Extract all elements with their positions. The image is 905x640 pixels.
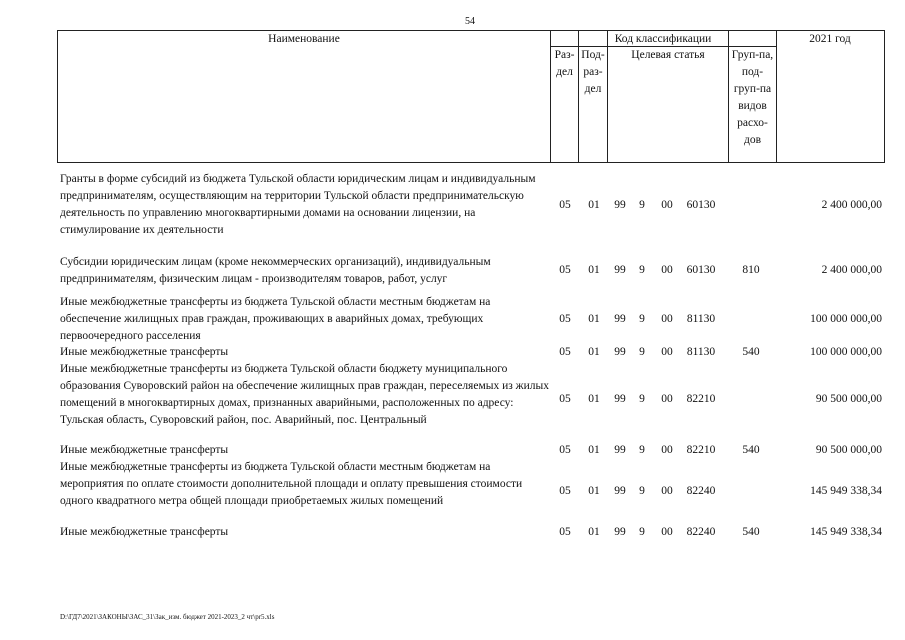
row-razdel: 05 xyxy=(559,313,571,325)
row-target-1: 99 xyxy=(614,346,626,358)
table-row xyxy=(60,524,885,541)
row-podrazdel: 01 xyxy=(588,393,600,405)
row-amount: 145 949 338,34 xyxy=(810,485,882,497)
row-target-1: 99 xyxy=(614,485,626,497)
row-podrazdel: 01 xyxy=(588,526,600,538)
row-target-1: 99 xyxy=(614,313,626,325)
row-name: Иные межбюджетные трансферты xyxy=(60,346,229,358)
table-row xyxy=(60,294,885,345)
header-divider xyxy=(776,31,777,162)
row-target-3: 00 xyxy=(661,346,673,358)
row-amount: 145 949 338,34 xyxy=(810,526,882,538)
row-target-2: 9 xyxy=(639,346,645,358)
row-amount: 100 000 000,00 xyxy=(810,346,882,358)
row-target-2: 9 xyxy=(639,313,645,325)
row-name: Иные межбюджетные трансферты xyxy=(60,444,229,456)
row-razdel: 05 xyxy=(559,444,571,456)
row-target-3: 00 xyxy=(661,199,673,211)
row-target-4: 81130 xyxy=(686,313,716,325)
row-target-3: 00 xyxy=(661,444,673,456)
row-target-2: 9 xyxy=(639,264,645,276)
header-group: Груп-па, под-груп-па видов расхо-дов xyxy=(731,49,774,146)
page-number: 54 xyxy=(465,16,475,27)
row-amount: 90 500 000,00 xyxy=(815,393,882,405)
header-year: 2021 год xyxy=(809,33,851,45)
row-target-4: 82240 xyxy=(686,485,716,497)
table-row xyxy=(60,344,885,361)
row-target-4: 60130 xyxy=(686,264,716,276)
row-podrazdel: 01 xyxy=(588,264,600,276)
footer-file-path: D:\ГД7\2021\ЗАКОНЫ\ЗАС_31\Зак_изм. бюджет 2021-2023_2 чт\pr5.xls xyxy=(60,613,275,621)
row-razdel: 05 xyxy=(559,264,571,276)
row-group: 810 xyxy=(742,264,760,276)
row-target-2: 9 xyxy=(639,199,645,211)
row-podrazdel: 01 xyxy=(588,313,600,325)
row-amount: 90 500 000,00 xyxy=(815,444,882,456)
row-group: 540 xyxy=(742,526,760,538)
table-row xyxy=(60,254,885,288)
row-amount: 2 400 000,00 xyxy=(821,199,882,211)
header-target: Целевая статья xyxy=(631,49,705,61)
row-target-2: 9 xyxy=(639,393,645,405)
row-amount: 2 400 000,00 xyxy=(821,264,882,276)
row-podrazdel: 01 xyxy=(588,346,600,358)
row-name: Иные межбюджетные трансферты из бюджета Тульской области бюджету муниципального образования Суворовский район на обеспечение жилищных прав граждан, переселяемых из жилых помещений в многоквартирных домах, признанных аварийными, расположенных по адресу: Тульская область, Суворовский район, пос. Аварийный, пос. Центральный xyxy=(60,363,549,426)
row-target-4: 82240 xyxy=(686,526,716,538)
header-razdel: Раз-дел xyxy=(554,49,575,78)
row-target-3: 00 xyxy=(661,313,673,325)
row-target-3: 00 xyxy=(661,526,673,538)
row-target-1: 99 xyxy=(614,264,626,276)
row-target-4: 60130 xyxy=(686,199,716,211)
row-target-3: 00 xyxy=(661,485,673,497)
header-podrazdel: Под-раз-дел xyxy=(581,49,605,95)
row-target-1: 99 xyxy=(614,444,626,456)
row-razdel: 05 xyxy=(559,526,571,538)
row-target-2: 9 xyxy=(639,444,645,456)
row-podrazdel: 01 xyxy=(588,199,600,211)
row-razdel: 05 xyxy=(559,346,571,358)
row-group: 540 xyxy=(742,346,760,358)
row-target-2: 9 xyxy=(639,485,645,497)
table-row xyxy=(60,459,885,527)
row-podrazdel: 01 xyxy=(588,485,600,497)
row-target-1: 99 xyxy=(614,393,626,405)
row-target-1: 99 xyxy=(614,199,626,211)
table-row xyxy=(60,442,885,459)
row-group: 540 xyxy=(742,444,760,456)
table-row xyxy=(60,171,885,241)
row-target-4: 82210 xyxy=(686,444,716,456)
row-name: Иные межбюджетные трансферты из бюджета Тульской области местным бюджетам на обеспечение жилищных прав граждан, проживающих в аварийных домах, требующих первоочередного расселения xyxy=(60,296,491,342)
row-name: Гранты в форме субсидий из бюджета Тульской области юридическим лицам и индивидуальным предпринимателям, осуществляющим на территории Тульской области предпринимательскую деятельность по управлению многоквартирными домами на основании лицензии, на стимулирование их деятельности xyxy=(60,173,536,236)
row-name: Субсидии юридическим лицам (кроме некоммерческих организаций), индивидуальным предпринимателям, физическим лицам - производителям товаров, работ, услуг xyxy=(60,256,491,285)
header-name: Наименование xyxy=(268,33,340,45)
row-amount: 100 000 000,00 xyxy=(810,313,882,325)
row-target-2: 9 xyxy=(639,526,645,538)
row-target-1: 99 xyxy=(614,526,626,538)
row-target-3: 00 xyxy=(661,393,673,405)
row-target-3: 00 xyxy=(661,264,673,276)
row-razdel: 05 xyxy=(559,393,571,405)
row-razdel: 05 xyxy=(559,485,571,497)
table-header xyxy=(57,30,885,163)
header-code-group: Код классификации xyxy=(614,33,712,45)
row-target-4: 81130 xyxy=(686,346,716,358)
row-podrazdel: 01 xyxy=(588,444,600,456)
row-name: Иные межбюджетные трансферты из бюджета Тульской области местным бюджетам на мероприятия по оплате стоимости дополнительной площади и оплату превышения стоимости одного квадратного метра общей площади приобретаемых жилых помещений xyxy=(60,461,523,507)
row-target-4: 82210 xyxy=(686,393,716,405)
row-name: Иные межбюджетные трансферты xyxy=(60,526,229,538)
table-row xyxy=(60,361,885,446)
row-razdel: 05 xyxy=(559,199,571,211)
